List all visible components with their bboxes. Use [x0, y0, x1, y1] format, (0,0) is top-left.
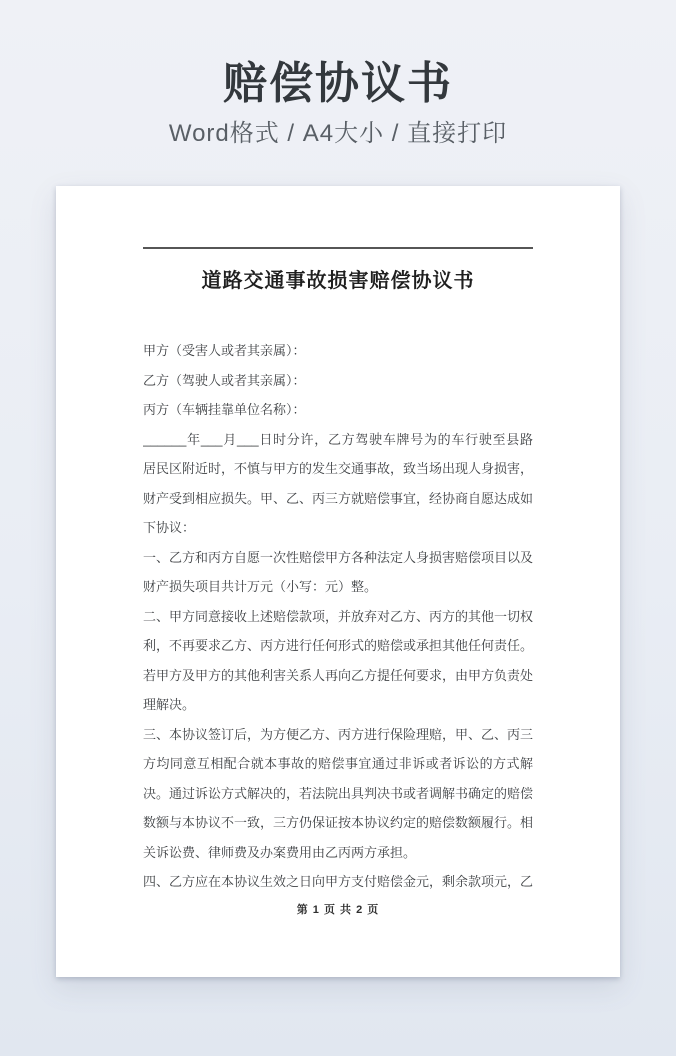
document-line: 丙方（车辆挂靠单位名称）：	[143, 402, 306, 417]
document-line: 方均同意互相配合就本事故的赔偿事宜通过非诉或者诉讼的方式解	[143, 756, 533, 771]
page-title: 赔偿协议书	[223, 59, 453, 108]
document-line: ______年___月___日时分许，乙方驾驶车牌号为的车行驶至县路	[143, 431, 533, 447]
document-line: 下协议：	[143, 520, 196, 535]
document-page	[56, 186, 620, 977]
document-line: 财产受到相应损失。甲、乙、丙三方就赔偿事宜，经协商自愿达成如	[143, 490, 533, 506]
document-line: 四、乙方应在本协议生效之日向甲方支付赔偿金元，剩余款项元，乙	[143, 874, 533, 889]
document-line: 财产损失项目共计万元（小写：元）整。	[143, 579, 378, 594]
document-line: 利，不再要求乙方、丙方进行任何形式的赔偿或承担其他任何责任。	[143, 638, 533, 653]
page-subtitle: Word格式 / A4大小 / 直接打印	[168, 120, 508, 147]
document-body	[143, 336, 533, 897]
document-line: 数额与本协议不一致，三方仍保证按本协议约定的赔偿数额履行。相	[143, 815, 533, 830]
document-line: 三、本协议签订后，为方便乙方、丙方进行保险理赔，甲、乙、丙三	[143, 726, 533, 742]
document-line: 理解决。	[143, 697, 196, 712]
document-line: 二、甲方同意接收上述赔偿款项，并放弃对乙方、丙方的其他一切权	[143, 608, 533, 624]
document-header-rule	[143, 247, 533, 249]
document-line: 甲方（受害人或者其亲属）：	[143, 343, 306, 358]
document-line: 决。通过诉讼方式解决的，若法院出具判决书或者调解书确定的赔偿	[143, 785, 533, 801]
document-title: 道路交通事故损害赔偿协议书	[201, 270, 475, 292]
document-line: 一、乙方和丙方自愿一次性赔偿甲方各种法定人身损害赔偿项目以及	[143, 549, 533, 565]
document-line: 居民区附近时，不慎与甲方的发生交通事故，致当场出现人身损害，	[143, 461, 533, 476]
document-line: 乙方（驾驶人或者其亲属）：	[143, 372, 306, 388]
page-number: 第 1 页 共 2 页	[296, 904, 380, 916]
site-header	[0, 0, 676, 149]
document-line: 若甲方及甲方的其他利害关系人再向乙方提任何要求，由甲方负责处	[143, 667, 533, 683]
document-line: 关诉讼费、律师费及办案费用由乙丙两方承担。	[143, 844, 417, 860]
